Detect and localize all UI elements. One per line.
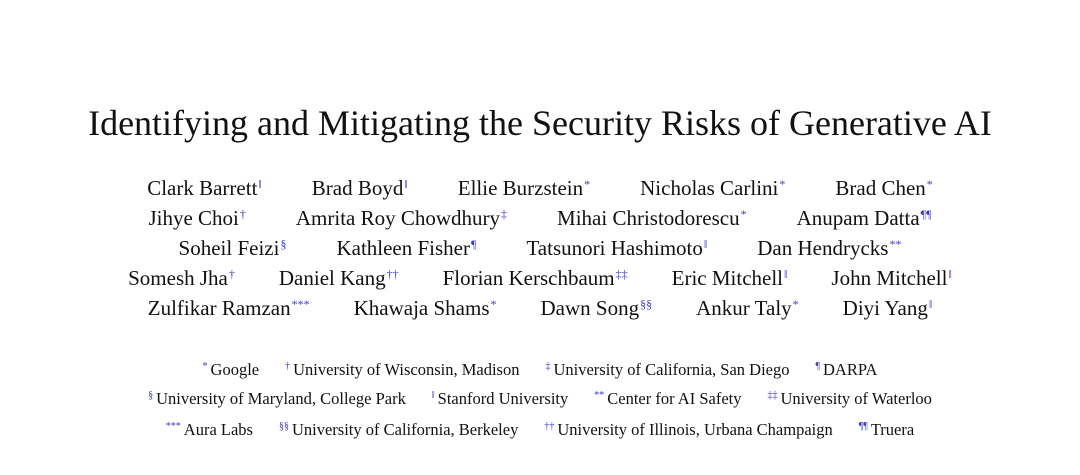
affiliation-mark: ¶¶ (858, 421, 868, 432)
author-name: Dan Hendrycks (757, 236, 889, 260)
affiliation-mark: * (202, 361, 208, 372)
author (312, 174, 408, 205)
author (557, 204, 747, 235)
author-mark: ‖ (784, 267, 788, 281)
author-name: Mihai Christodorescu (557, 206, 740, 230)
author-mark: * (584, 177, 591, 191)
affiliation-name: University of California, Berkeley (291, 420, 519, 439)
author (336, 234, 476, 265)
author-mark: ‡‡ (615, 267, 628, 281)
author-name: Tatsunori Hashimoto (526, 236, 703, 260)
author-name: Ankur Taly (696, 296, 792, 320)
author (757, 234, 901, 265)
author (148, 204, 245, 235)
affiliation (859, 419, 914, 444)
author-name: Diyi Yang (842, 296, 928, 320)
author-mark: § (280, 237, 287, 251)
author-mark: * (926, 177, 933, 191)
author-name: Zulfikar Ramzan (147, 296, 291, 320)
affiliation-name: University of Wisconsin, Madison (293, 360, 520, 379)
affiliation-mark: § (148, 390, 154, 401)
affiliation-row (0, 388, 1080, 413)
affiliation-name: University of Maryland, College Park (156, 389, 406, 408)
author-mark: * (740, 207, 747, 221)
paper-title: Identifying and Mitigating the Security Risks of Generative AI (88, 103, 992, 143)
author-mark: ‖ (948, 267, 952, 281)
author-mark: ** (889, 237, 902, 251)
author-mark: † (239, 207, 246, 221)
author (354, 294, 497, 325)
author-name: Daniel Kang (278, 266, 386, 290)
affiliation-name: DARPA (823, 360, 878, 379)
author-name: Somesh Jha (128, 266, 228, 290)
author-name: Amrita Roy Chowdhury (295, 206, 501, 230)
author-name: Nicholas Carlini (640, 176, 779, 200)
author-name: Dawn Song (540, 296, 640, 320)
author (179, 234, 287, 265)
author-mark: ‖ (703, 237, 708, 251)
affiliation-name: Center for AI Safety (607, 389, 742, 408)
affiliation (432, 388, 568, 413)
author-row (0, 294, 1080, 325)
author (148, 294, 310, 325)
affiliation (544, 419, 832, 444)
author-mark: ¶¶ (920, 207, 932, 221)
author (831, 264, 951, 295)
author (696, 294, 799, 325)
author-name: Clark Barrett (147, 176, 258, 200)
author-mark: ‡ (501, 207, 508, 221)
author (128, 264, 235, 295)
author-row (0, 174, 1080, 205)
author (526, 234, 707, 265)
author (458, 174, 590, 205)
author-name: Eric Mitchell (671, 266, 784, 290)
affiliation (148, 388, 406, 413)
affiliation-name: Stanford University (437, 389, 569, 408)
author (843, 294, 933, 325)
author-name: Florian Kerschbaum (442, 266, 615, 290)
author-name: Ellie Burzstein (457, 176, 584, 200)
author-name: Kathleen Fisher (336, 236, 470, 260)
author-name: Anupam Datta (796, 206, 920, 230)
author-mark: † (228, 267, 235, 281)
author (541, 294, 653, 325)
author-name: Soheil Feizi (178, 236, 280, 260)
author (835, 174, 932, 205)
affiliation-mark: §§ (278, 421, 289, 432)
author (147, 174, 262, 205)
affiliation (285, 359, 519, 384)
author-mark: ‖ (258, 177, 262, 191)
author-name: Khawaja Shams (353, 296, 490, 320)
affiliation-name: Aura Labs (183, 420, 253, 439)
author-row (0, 204, 1080, 235)
author-name: Jihye Choi (148, 206, 239, 230)
affiliation-mark: ** (594, 390, 605, 401)
affiliation-mark: † (285, 361, 291, 372)
affiliation-row (0, 359, 1080, 384)
affiliation (768, 388, 932, 413)
author-mark: ¶ (471, 237, 477, 251)
author-name: John Mitchell (831, 266, 948, 290)
author-mark: *** (291, 297, 310, 311)
author (296, 204, 507, 235)
author-row (0, 234, 1080, 265)
author-name: Brad Chen (835, 176, 926, 200)
affiliation-row (0, 419, 1080, 444)
affiliation-mark: ‡ (545, 361, 551, 372)
affiliation-mark: ‡‡ (767, 390, 778, 401)
affiliation-mark: †† (544, 421, 555, 432)
affiliation (815, 359, 877, 384)
affiliation (279, 419, 518, 444)
affiliation (545, 359, 789, 384)
author-row (0, 264, 1080, 295)
author-mark: ‖ (928, 297, 933, 311)
author (443, 264, 628, 295)
affiliation-name: University of Waterloo (780, 389, 932, 408)
author (279, 264, 399, 295)
author (640, 174, 785, 205)
affiliation (594, 388, 741, 413)
author-mark: * (490, 297, 497, 311)
affiliation-mark: ¶ (815, 361, 821, 372)
author-mark: ‖ (404, 177, 408, 191)
author-mark: †† (386, 267, 399, 281)
author (797, 204, 932, 235)
author (672, 264, 788, 295)
affiliation-name: University of California, San Diego (553, 360, 790, 379)
affiliation-mark: *** (165, 421, 181, 432)
author-mark: * (779, 177, 786, 191)
author-mark: §§ (640, 297, 653, 311)
affiliation (203, 359, 260, 384)
author-name: Brad Boyd (311, 176, 404, 200)
affiliation-name: Truera (870, 420, 915, 439)
affiliation-name: Google (210, 360, 260, 379)
affiliation (166, 419, 253, 444)
affiliation-mark: ‖ (431, 390, 435, 401)
author-mark: * (792, 297, 799, 311)
affiliation-name: University of Illinois, Urbana Champaign (557, 420, 833, 439)
